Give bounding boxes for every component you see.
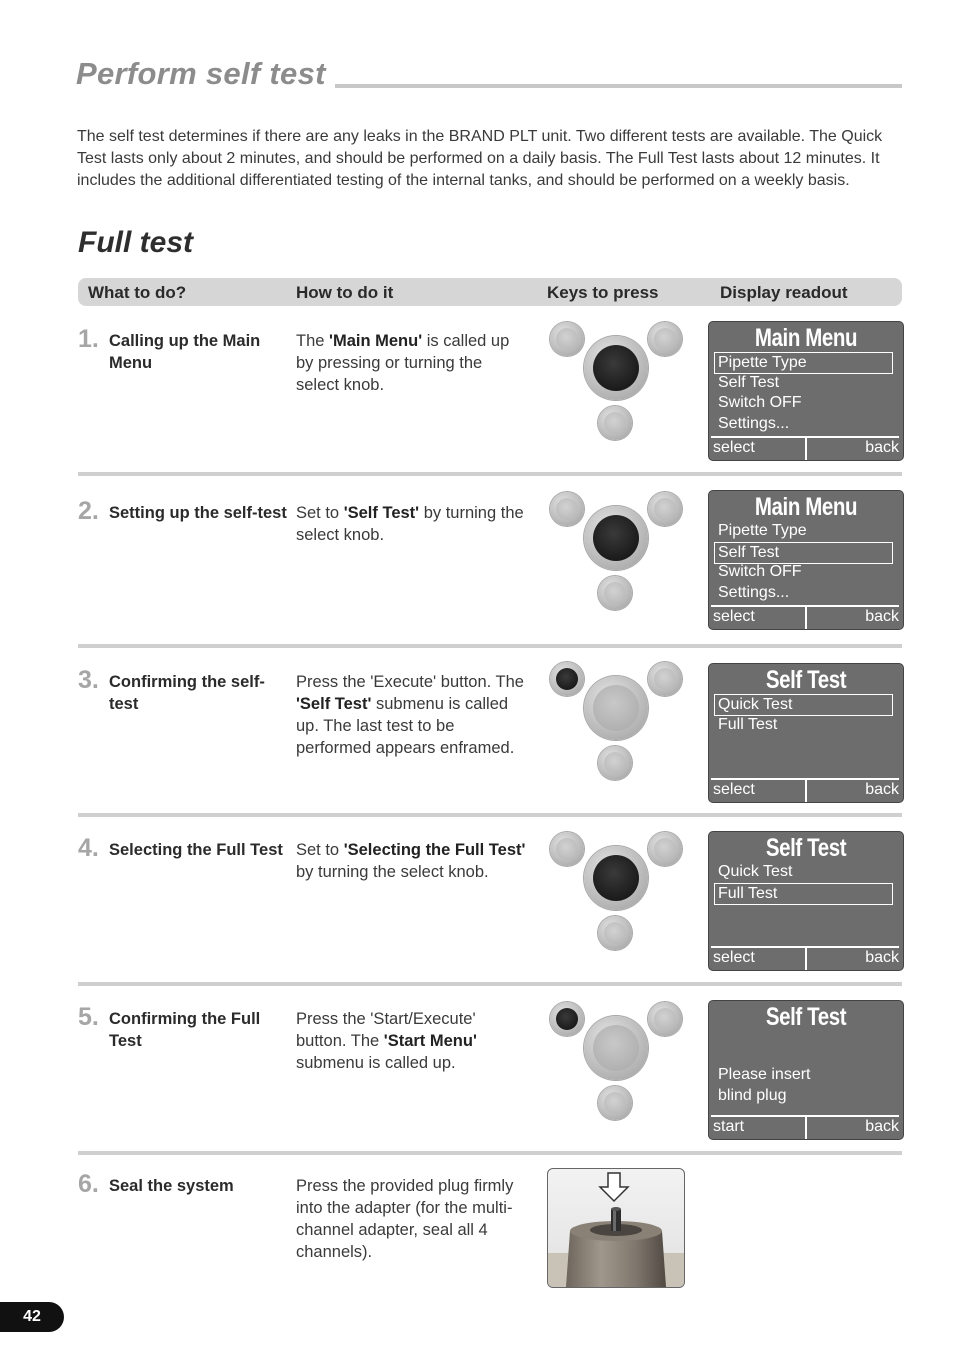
step-number: 1. <box>78 325 99 353</box>
display-title: Main Menu <box>754 493 858 521</box>
step-how-text: 'Start Menu' <box>383 1032 477 1050</box>
step-how-text: submenu is called up. The last test to be performed appears enframed. <box>296 695 515 757</box>
select-knob-icon <box>584 846 648 910</box>
select-knob-icon <box>584 506 648 570</box>
display-softkeys <box>711 1115 899 1139</box>
back-key-icon <box>648 492 682 526</box>
execute-key-icon <box>550 492 584 526</box>
display-softkeys <box>711 436 899 460</box>
softkey-left-label: select <box>713 608 755 625</box>
header-how: How to do it <box>296 283 394 302</box>
step-how <box>296 1008 528 1074</box>
back-key-icon <box>648 322 682 356</box>
back-key-icon <box>648 832 682 866</box>
step-number: 5. <box>78 1003 99 1031</box>
bottom-key-icon <box>598 1086 632 1120</box>
row-divider <box>78 644 902 648</box>
step-how <box>296 839 528 883</box>
display-message: Please insert <box>718 1066 811 1083</box>
step-how-text: 'Selecting the Full Test' <box>343 841 526 859</box>
display-readout <box>708 831 904 971</box>
display-menu-item: Pipette Type <box>714 352 893 374</box>
softkey-right-label: back <box>865 608 899 625</box>
display-readout <box>708 321 904 461</box>
keypad-diagram <box>548 830 684 952</box>
display-softkeys <box>711 605 899 629</box>
step-how-text: Set to <box>296 841 344 859</box>
display-readout <box>708 663 904 803</box>
row-divider <box>78 813 902 817</box>
softkey-divider <box>805 438 807 460</box>
display-menu-item: Quick Test <box>714 694 893 716</box>
softkey-left-label: select <box>713 781 755 798</box>
softkey-divider <box>805 780 807 802</box>
bottom-key-icon <box>598 406 632 440</box>
softkey-right-label: back <box>865 949 899 966</box>
display-readout <box>708 490 904 630</box>
softkey-right-label: back <box>865 1118 899 1135</box>
page-title: Perform self test <box>76 56 326 91</box>
section-title: Full test <box>78 226 194 259</box>
step-how <box>296 330 528 396</box>
step-how-text: submenu is called up. <box>296 1054 456 1072</box>
back-key-icon <box>648 662 682 696</box>
execute-key-icon <box>550 832 584 866</box>
step-how-text: by turning the select knob. <box>296 504 524 544</box>
header-keys: Keys to press <box>547 283 659 302</box>
row-divider <box>78 982 902 986</box>
step-what: Calling up the Main Menu <box>109 332 261 372</box>
display-title: Self Test <box>765 834 847 862</box>
step-how-text: The <box>296 332 330 350</box>
display-softkeys <box>711 778 899 802</box>
step-how-text: 'Main Menu' <box>329 332 423 350</box>
display-readout <box>708 1000 904 1140</box>
step-how-text: Press the 'Execute' button. The <box>296 673 524 691</box>
softkey-right-label: back <box>865 439 899 456</box>
display-softkeys <box>711 946 899 970</box>
bottom-key-icon <box>598 746 632 780</box>
intro-paragraph: The self test determines if there are any leaks in the BRAND PLT unit. Two different tests are available. The Quick Test lasts only about 2 minutes, and should be performed on a daily basis. The Full Test lasts about 12 minutes. It includes the additional differentiated testing of the internal tanks, and should be performed on a weekly basis. <box>77 128 883 189</box>
display-menu-item: Switch OFF <box>718 394 802 411</box>
step-how <box>296 671 528 759</box>
step-how-text: Set to <box>296 504 344 522</box>
execute-key-icon <box>550 322 584 356</box>
header-what: What to do? <box>88 283 187 302</box>
row-divider <box>78 472 902 476</box>
display-menu-item: Settings... <box>718 414 790 432</box>
step-how <box>296 502 528 546</box>
keypad-diagram <box>548 660 684 782</box>
keypad-diagram <box>548 320 684 442</box>
softkey-left-label: select <box>713 439 755 456</box>
display-menu-item: Self Test <box>718 373 780 391</box>
step-how-text: Press the provided plug firmly into the adapter (for the multi-channel adapter, seal all 4 channels). <box>296 1177 514 1261</box>
display-menu-item: Settings... <box>718 583 790 601</box>
step-how-text: Press the 'Start/Execute' button. The <box>296 1010 476 1050</box>
step-number: 3. <box>78 666 99 694</box>
softkey-divider <box>805 1117 807 1139</box>
display-menu-item: Pipette Type <box>718 522 807 539</box>
softkey-right-label: back <box>865 781 899 798</box>
display-menu-item: Switch OFF <box>718 563 802 580</box>
display-title: Self Test <box>765 1003 847 1031</box>
softkey-left-label: start <box>713 1118 745 1135</box>
header-display: Display readout <box>720 283 848 302</box>
step-how-text: 'Self Test' <box>296 695 372 713</box>
step-number: 6. <box>78 1170 99 1198</box>
title-rule <box>335 84 902 88</box>
row-divider <box>78 1151 902 1155</box>
display-title: Main Menu <box>754 324 858 352</box>
execute-key-icon <box>550 662 584 696</box>
back-key-icon <box>648 1002 682 1036</box>
display-message: blind plug <box>718 1087 787 1104</box>
bottom-key-icon <box>598 916 632 950</box>
step-what: Setting up the self-test <box>109 504 287 522</box>
select-knob-icon <box>584 676 648 740</box>
step-number: 4. <box>78 834 99 862</box>
table-header <box>78 278 902 306</box>
display-title: Self Test <box>765 666 847 694</box>
execute-key-icon <box>550 1002 584 1036</box>
step-number: 2. <box>78 497 99 525</box>
softkey-left-label: select <box>713 949 755 966</box>
step-what: Confirming the Full Test <box>109 1010 261 1050</box>
step-how <box>296 1175 528 1263</box>
step-how-text: 'Self Test' <box>343 504 420 522</box>
step-how-text: is called up by pressing or turning the select knob. <box>296 332 510 394</box>
softkey-divider <box>805 607 807 629</box>
step-what: Confirming the self-test <box>109 673 265 713</box>
display-menu-item: Full Test <box>718 715 778 733</box>
display-menu-item: Self Test <box>714 542 893 564</box>
select-knob-icon <box>584 1016 648 1080</box>
display-menu-item: Quick Test <box>718 863 793 880</box>
softkey-divider <box>805 948 807 970</box>
step-what: Selecting the Full Test <box>109 841 283 859</box>
plug-photo <box>547 1168 685 1288</box>
page-number: 42 <box>0 1302 64 1332</box>
bottom-key-icon <box>598 576 632 610</box>
plug-insertion-icon <box>548 1169 684 1287</box>
step-what: Seal the system <box>109 1177 234 1195</box>
keypad-diagram <box>548 1000 684 1122</box>
select-knob-icon <box>584 336 648 400</box>
step-how-text: by turning the select knob. <box>296 863 489 881</box>
display-menu-item: Full Test <box>714 883 893 905</box>
keypad-diagram <box>548 490 684 612</box>
